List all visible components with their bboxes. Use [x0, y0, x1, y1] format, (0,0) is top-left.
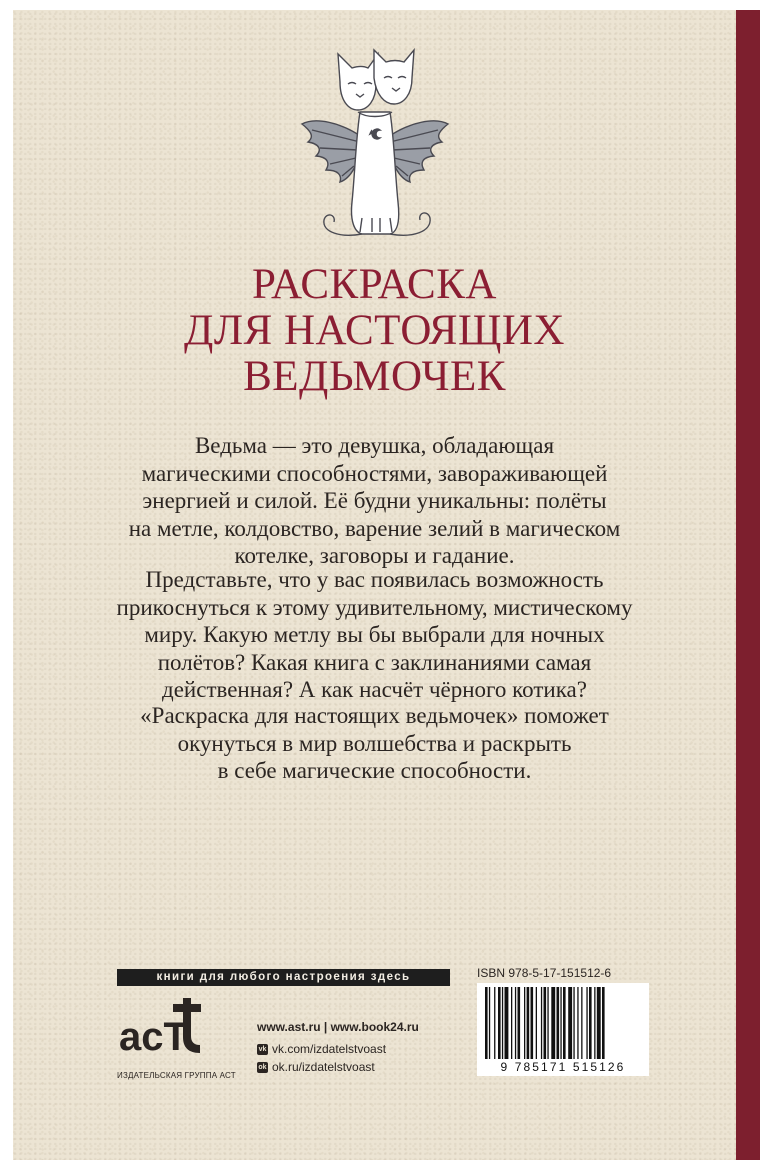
barcode-bar: [498, 987, 501, 1059]
barcode-bar: [544, 987, 547, 1059]
text-line: энергией и силой. Её будни уникальны: полёты: [142, 488, 607, 513]
text-line: миру. Какую метлу вы бы выбрали для ночных: [144, 622, 605, 647]
barcode-bar: [524, 987, 525, 1059]
barcode-bar: [563, 987, 566, 1059]
barcode-bar: [594, 987, 595, 1059]
barcode-bar: [573, 987, 574, 1059]
barcode-digits: 9 785171 515126: [500, 1060, 626, 1074]
barcode-bar: [568, 987, 572, 1059]
web-links-row: [257, 1018, 419, 1036]
barcode-bar: [602, 987, 605, 1059]
isbn-label: ISBN 978-5-17-151512-6: [477, 966, 612, 980]
slogan-banner: книги для любого настроения здесь: [117, 969, 450, 986]
ok-row: [257, 1058, 419, 1076]
description-paragraph-1: [13, 432, 736, 570]
ok-link[interactable]: ok.ru/izdatelstvoast: [272, 1060, 375, 1074]
text-line: Представьте, что у вас появилась возможность: [145, 567, 604, 592]
barcode-bar: [577, 987, 578, 1059]
text-line: полётов? Какая книга с заклинаниями самая: [157, 649, 592, 675]
barcode-bar: [597, 987, 601, 1059]
description-paragraph-3: [13, 702, 736, 785]
vk-icon: vk: [258, 1045, 267, 1053]
text-line: прикоснуться к этому удивительному, мистическому: [116, 594, 633, 620]
barcode-bar: [586, 987, 587, 1059]
text-line: в себе магические способности.: [217, 758, 532, 783]
barcode-bar: [589, 987, 592, 1059]
text-line: на метле, колдовство, варение зелий в магическом: [128, 515, 621, 541]
ok-icon: ok: [258, 1063, 267, 1071]
barcode-bar: [531, 987, 534, 1059]
vk-link[interactable]: vk.com/izdatelstvoast: [272, 1042, 387, 1056]
vk-row: [257, 1040, 419, 1058]
barcode-bar: [541, 987, 542, 1059]
text-line: «Раскраска для настоящих ведьмочек» поможет: [140, 703, 609, 728]
logo-text: acT: [119, 1015, 188, 1059]
title-line-3: ВЕДЬМОЧЕК: [243, 353, 506, 400]
barcode-bar: [489, 987, 490, 1059]
publisher-name: ИЗДАТЕЛЬСКАЯ ГРУППА АСТ: [117, 1071, 236, 1080]
publisher-links: [257, 1018, 419, 1076]
description-paragraph-2: [13, 566, 736, 704]
barcode-bar: [557, 987, 560, 1059]
title-line-1: РАСКРАСКА: [252, 261, 497, 308]
barcode-bar: [494, 987, 495, 1059]
barcode-bar: [547, 987, 548, 1059]
barcode-bar: [518, 987, 521, 1059]
barcode-bar: [485, 987, 488, 1059]
text-line: окунуться в мир волшебства и раскрыть: [177, 730, 572, 756]
barcode-bar: [511, 987, 512, 1059]
web-links[interactable]: www.ast.ru | www.book24.ru: [257, 1020, 419, 1034]
barcode-bar: [502, 987, 503, 1059]
barcode-bar: [560, 987, 561, 1059]
text-line: магическими способностями, завораживающей: [141, 460, 608, 486]
barcode-bar: [515, 987, 516, 1059]
spine-strip: [736, 10, 760, 1160]
text-line: котелке, заговоры и гадание.: [234, 543, 515, 568]
book-title: [13, 262, 736, 400]
barcode-bar: [505, 987, 509, 1059]
barcode-bar: [527, 987, 530, 1059]
two-headed-winged-cat-illustration: [300, 42, 450, 244]
barcode-bar: [536, 987, 537, 1059]
barcode-bar: [551, 987, 555, 1059]
text-line: Ведьма — это девушка, обладающая: [194, 433, 555, 458]
ast-logo: [117, 996, 227, 1066]
title-line-2: ДЛЯ НАСТОЯЩИХ: [184, 307, 565, 354]
text-line: действенная? А как насчёт чёрного котика?: [162, 677, 587, 702]
barcode-bar: [581, 987, 582, 1059]
